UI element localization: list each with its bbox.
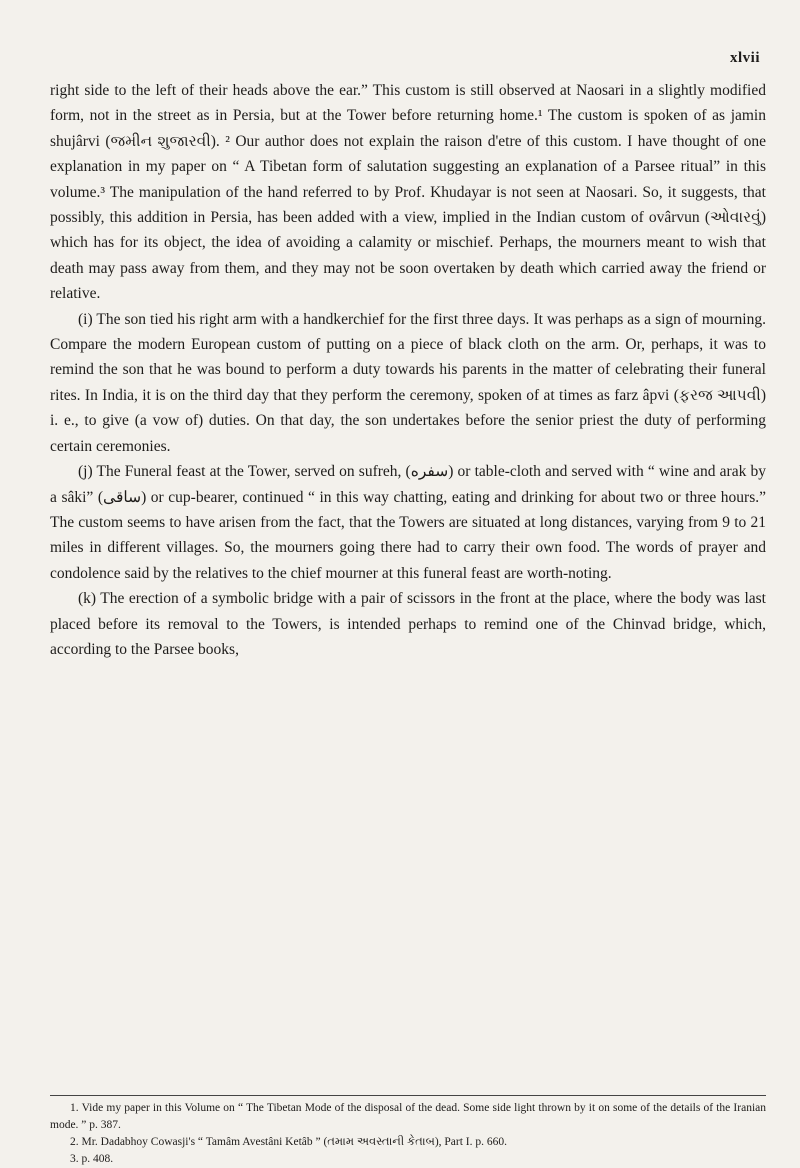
main-text	[50, 78, 766, 662]
paragraph-3: (j) The Funeral feast at the Tower, served on sufreh, (سفره) or table-cloth and served with “ wine and arak by a sâki” (ساقی) or cup-bearer, continued “ in this way chatting, eating and drinking for about two or three hours.” The custom seems to have arisen from the fact, that the Towers are situated at long distances, varying from 9 to 21 miles in different villages. So, the mourners going there had to carry their own food. The words of prayer and condolence said by the relatives to the chief mourner at this funeral feast are worth-noting.	[50, 463, 766, 582]
footnotes	[50, 1100, 766, 1168]
page-number: xlvii	[729, 50, 760, 66]
footnote-rule	[50, 1095, 766, 1096]
footnote-2: 2. Mr. Dadabhoy Cowasji's “ Tamâm Avestâni Ketâb ” (તમામ અવસ્તાની કેતાબ), Part I. p. 660.	[70, 1136, 507, 1148]
paragraph-1: right side to the left of their heads above the ear.” This custom is still observed at Naosari in a slightly modified form, not in the street as in Persia, but at the Tower before returning home.¹ The custom is spoken of as jamin shujârvi (જમીન શુજારવી). ² Our author does not explain the raison d'etre of this custom. I have thought of one explanation in my paper on “ A Tibetan form of salutation suggesting an explanation of a Parsee ritual” in this volume.³ The manipulation of the hand referred to by Prof. Khudayar is not seen at Naosari. So, it suggests, that possibly, this addition in Persia, has been added with a view, implied in the Indian custom of ovârvun (ઓવારવું) which has for its object, the idea of avoiding a calamity or mischief. Perhaps, the mourners meant to wish that death may pass away from them, and they may not be soon overtaken by death which carried away the friend or relative.	[50, 82, 766, 303]
paragraph-4: (k) The erection of a symbolic bridge with a pair of scissors in the front at the place, where the body was last placed before its removal to the Towers, is intended perhaps to remind one of the Chinvad bridge, which, according to the Parsee books,	[50, 590, 766, 658]
footnote-1: 1. Vide my paper in this Volume on “ The Tibetan Mode of the disposal of the dead. Some side light thrown by it on some of the details of the Iranian mode. ” p. 387.	[50, 1102, 766, 1131]
footnote-3: 3. p. 408.	[70, 1153, 114, 1165]
paragraph-2: (i) The son tied his right arm with a handkerchief for the first three days. It was perhaps as a sign of mourning. Compare the modern European custom of putting on a piece of black cloth on the arm. Or, perhaps, it was to remind the son that he was bound to perform a duty towards his parents in the matter of celebrating their funeral rites. In India, it is on the third day that they perform the ceremony, spoken of at times as farz âpvi (ફરજ આપવી) i. e., to give (a vow of) duties. On that day, the son undertakes before the senior priest the duty of performing certain ceremonies.	[50, 310, 766, 455]
